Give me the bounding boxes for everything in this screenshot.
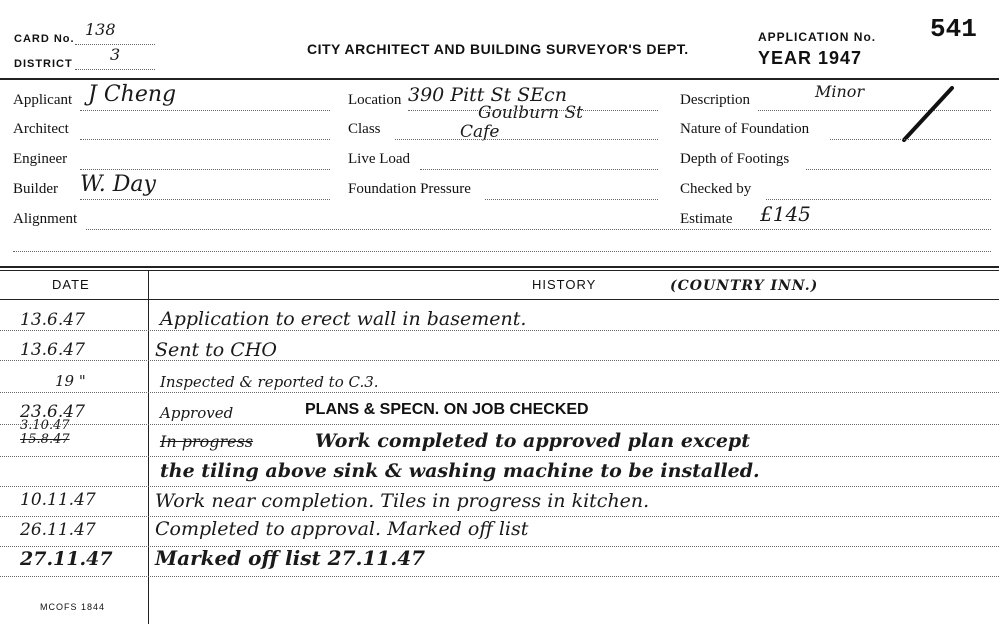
history-date: 13.6.47 <box>20 310 85 330</box>
district-value: 3 <box>110 45 121 64</box>
history-entry-struck: In progress <box>160 432 254 451</box>
dept-title: CITY ARCHITECT AND BUILDING SURVEYOR'S DEPT. <box>307 41 689 57</box>
history-entry: Completed to approval. Marked off list <box>155 518 529 540</box>
history-date: 3.10.47 <box>20 418 70 433</box>
builder-line <box>80 199 330 200</box>
district-line <box>75 69 155 70</box>
depth-line <box>806 169 991 170</box>
checked-by-label: Checked by <box>680 181 752 197</box>
history-note: (COUNTRY INN.) <box>670 278 819 294</box>
history-entry: Application to erect wall in basement. <box>160 308 527 330</box>
history-date: 27.11.47 <box>20 548 113 570</box>
card-no-label: CARD No. <box>14 33 75 45</box>
blank-line <box>13 251 991 252</box>
class-label: Class <box>348 121 381 137</box>
depth-of-footings-label: Depth of Footings <box>680 151 790 167</box>
applicant-label: Applicant <box>13 92 73 108</box>
foundation-pressure-label: Foundation Pressure <box>348 181 471 197</box>
applicant-value: J Cheng <box>88 82 177 107</box>
history-entry: Marked off list 27.11.47 <box>155 546 426 570</box>
builder-value: W. Day <box>80 172 156 197</box>
slash-mark <box>890 84 960 154</box>
location-label: Location <box>348 92 402 108</box>
rule-4 <box>0 424 999 425</box>
district-label: DISTRICT <box>14 58 73 70</box>
description-value: Minor <box>815 82 865 101</box>
live-load-line <box>420 169 658 170</box>
application-number: 541 <box>930 14 977 44</box>
architect-line <box>80 139 330 140</box>
rule-8 <box>0 546 999 547</box>
application-label: APPLICATION No. <box>758 30 877 44</box>
history-top-border <box>0 266 999 268</box>
location-value-2: Goulburn St <box>478 103 583 123</box>
history-date: 10.11.47 <box>20 490 96 510</box>
alignment-line <box>86 229 991 230</box>
history-header: HISTORY <box>532 277 597 292</box>
history-entry: Work completed to approved plan except <box>315 430 750 452</box>
year-label: YEAR 1947 <box>758 48 863 68</box>
rule-2 <box>0 360 999 361</box>
location-line <box>408 110 658 111</box>
history-date-struck: 15.8.47 <box>20 432 70 447</box>
history-date: 23.6.47 <box>20 402 85 422</box>
history-entry: Inspected & reported to C.3. <box>160 373 379 391</box>
class-line <box>395 139 658 140</box>
rule-6 <box>0 486 999 487</box>
card-no-value: 138 <box>85 20 116 39</box>
stamp-plans-checked: PLANS & SPECN. ON JOB CHECKED <box>305 401 589 418</box>
estimate-label: Estimate <box>680 211 733 227</box>
builder-label: Builder <box>13 181 58 197</box>
form-code: MCOFS 1844 <box>40 602 106 612</box>
location-value-1: 390 Pitt St SEcn <box>408 84 567 106</box>
estimate-value: £145 <box>760 202 811 226</box>
description-label: Description <box>680 92 750 108</box>
history-date: 19 " <box>55 372 86 390</box>
live-load-label: Live Load <box>348 151 411 167</box>
nature-of-foundation-label: Nature of Foundation <box>680 121 810 137</box>
checked-line <box>766 199 991 200</box>
nature-line <box>830 139 991 140</box>
history-date: 13.6.47 <box>20 340 85 360</box>
history-entry: Sent to CHO <box>155 339 277 361</box>
rule-3 <box>0 392 999 393</box>
history-header-border <box>0 299 999 300</box>
rule-5 <box>0 456 999 457</box>
history-date: 26.11.47 <box>20 520 96 540</box>
rule-7 <box>0 516 999 517</box>
date-column-divider <box>148 270 149 624</box>
date-header: DATE <box>52 277 90 292</box>
alignment-label: Alignment <box>13 211 78 227</box>
history-entry: the tiling above sink & washing machine to be installed. <box>160 460 760 482</box>
architect-label: Architect <box>13 121 69 137</box>
foundation-pressure-line <box>485 199 658 200</box>
history-top-border-2 <box>0 270 999 271</box>
history-entry: Approved <box>160 404 234 422</box>
rule-9 <box>0 576 999 577</box>
rule-1 <box>0 330 999 331</box>
class-value: Cafe <box>460 122 500 142</box>
fields-top-border <box>0 78 999 80</box>
engineer-label: Engineer <box>13 151 68 167</box>
engineer-line <box>80 169 330 170</box>
history-entry: Work near completion. Tiles in progress in kitchen. <box>155 490 650 512</box>
applicant-line <box>80 110 330 111</box>
